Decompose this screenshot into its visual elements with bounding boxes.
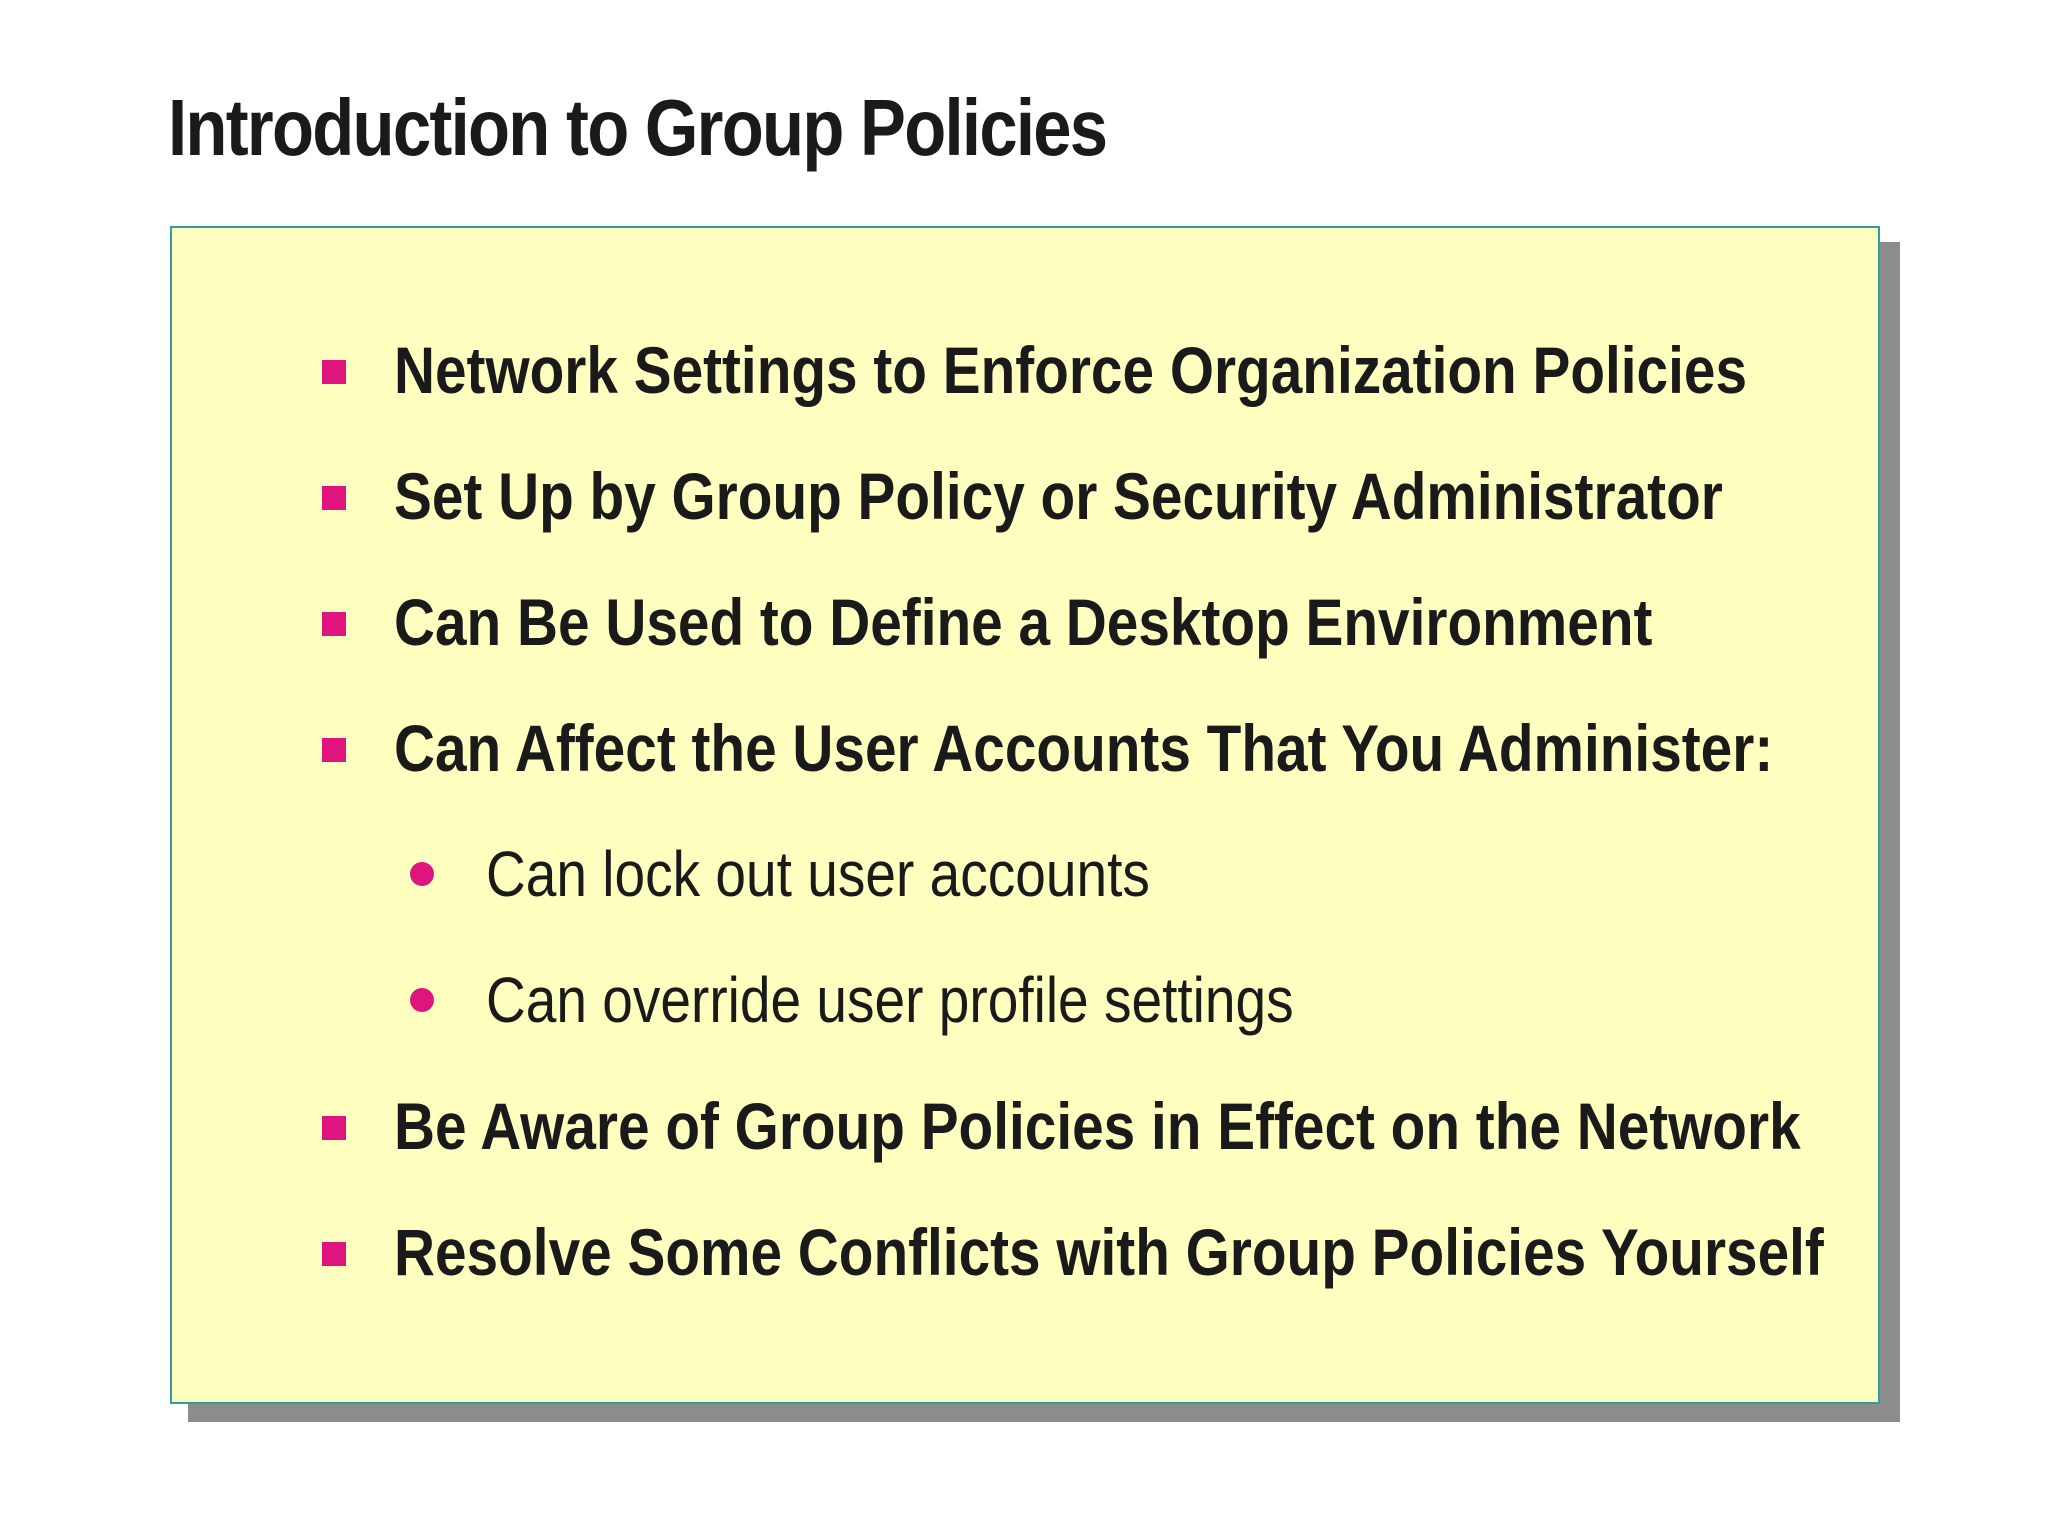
square-bullet-icon [322,738,346,762]
square-bullet-icon [322,1242,346,1266]
bullet-item [322,330,1967,410]
bullet-text: Set Up by Group Policy or Security Administrator [394,459,1723,533]
sub-bullet-item [410,834,1258,914]
bullet-item [322,456,1939,536]
bullet-text: Resolve Some Conflicts with Group Policies Yourself [394,1215,1824,1289]
content-box [170,226,1880,1404]
square-bullet-icon [322,612,346,636]
sub-bullet-item [410,960,1425,1040]
bullet-item [322,708,1998,788]
bullet-text: Can Affect the User Accounts That You Administer: [394,711,1774,785]
bullet-item [322,582,1857,662]
square-bullet-icon [322,486,346,510]
sub-bullet-text: Can lock out user accounts [486,838,1150,910]
round-bullet-icon [410,988,434,1012]
bullet-item [322,1212,2048,1292]
bullet-text: Can Be Used to Define a Desktop Environment [394,585,1653,659]
bullet-item [322,1086,2030,1166]
round-bullet-icon [410,862,434,886]
bullet-text: Network Settings to Enforce Organization Policies [394,333,1748,407]
square-bullet-icon [322,1116,346,1140]
square-bullet-icon [322,360,346,384]
sub-bullet-text: Can override user profile settings [486,964,1294,1036]
bullet-text: Be Aware of Group Policies in Effect on the Network [394,1089,1801,1163]
slide-title: Introduction to Group Policies [168,83,1107,172]
